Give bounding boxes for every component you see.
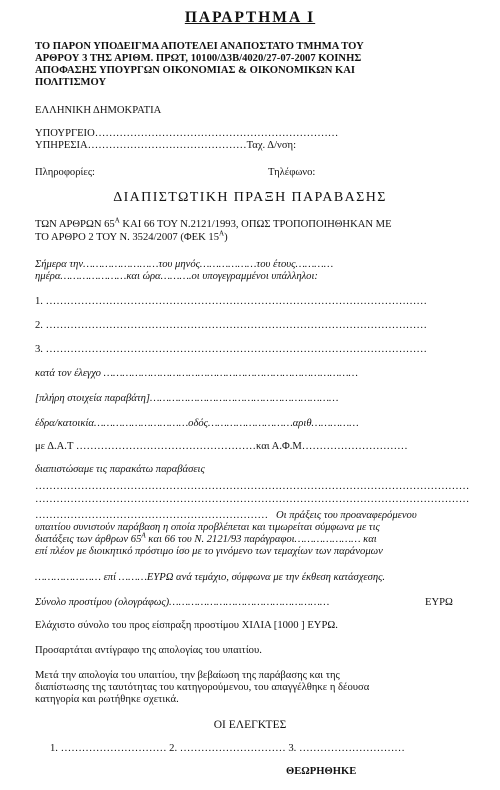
- intro-line-2: ΑΡΘΡΟΥ 3 ΤΗΣ ΑΡΙΘΜ. ΠΡΩΤ, 10100/Δ3Β/4020/27-07-2007 ΚΟΙΝΗΣ: [35, 53, 362, 64]
- official-line-1: 1. ………………………………………………………………………………………………: [35, 296, 427, 307]
- dotted-line-2: ……………………………………………………………………………………………………………: [35, 494, 470, 505]
- paragraph-line-2: υπαιτίου συνιστούν παράβαση η οποία προβλέπεται και τιμωρείται σύμφωνα με τις: [35, 522, 380, 533]
- address-line: έδρα/κατοικία…………………………οδός………………………αριθ……………: [35, 418, 359, 429]
- after-line-3: κατηγορία και ρωτήθηκε σχετικά.: [35, 694, 179, 705]
- annex-title: ΠΑΡΑΡΤΗΜΑ Ι: [184, 9, 316, 26]
- signature-lines: 1. ………………………… 2. ………………………… 3. …………………………: [50, 743, 405, 754]
- minimum-fine-line: Ελάχιστο σύνολο του προς είσπραξη προστίμου ΧΙΛΙΑ [1000 ] ΕΥΡΩ.: [35, 620, 338, 631]
- id-tax-line: με Δ.Α.Τ ……………………………………………και Α.Φ.Μ…………………………: [35, 441, 408, 452]
- total-fine-currency: ΕΥΡΩ: [425, 597, 453, 608]
- official-line-2: 2. ………………………………………………………………………………………………: [35, 320, 427, 331]
- date-line-2: ημέρα…………………και ώρα……….οι υπογεγραμμένοι υπάλληλοι:: [35, 271, 318, 282]
- document-heading: ΔΙΑΠΙΣΤΩΤΙΚΗ ΠΡΑΞΗ ΠΑΡΑΒΑΣΗΣ: [113, 190, 387, 205]
- total-fine-line: Σύνολο προστίμου (ολογράφως)……………………………………………: [35, 597, 330, 608]
- date-line-1: Σήμερα την……………………του μηνός………………του έτους…………: [35, 259, 334, 270]
- info-label: Πληροφορίες:: [35, 167, 95, 178]
- paragraph-line-4: επί πλέον με διοικητικό πρόστιμο ίσο με το γινόμενο των τεμαχίων των παράνομων: [35, 546, 383, 557]
- articles-line-1: ΤΩΝ ΑΡΘΡΩΝ $65^A$ ΚΑΙ 66 ΤΟΥ Ν.2121/1993, ΟΠΩΣ ΤΡΟΠΟΠΟΙΗΘΗΚΑΝ ΜΕ: [35, 216, 392, 230]
- approved-label: ΘΕΩΡΗΘΗΚΕ: [286, 766, 357, 777]
- official-line-3: 3. ………………………………………………………………………………………………: [35, 344, 427, 355]
- intro-line-3: ΑΠΟΦΑΣΗΣ ΥΠΟΥΡΓΩΝ ΟΙΚΟΝΟΜΙΑΣ & ΟΙΚΟΝΟΜΙΚΩΝ ΚΑΙ: [35, 65, 356, 76]
- republic-label: ΕΛΛΗΝΙΚΗ ΔΗΜΟΚΡΑΤΙΑ: [35, 105, 162, 116]
- after-line-1: Μετά την απολογία του υπαιτίου, την βεβαίωση της παράβασης και της: [35, 670, 340, 681]
- after-line-2: διαπίστωσης της ταυτότητας του κατηγορούμενου, του απαγγέλθηκε η δέουσα: [35, 682, 370, 693]
- intro-line-4: ΠΟΛΙΤΙΣΜΟΥ: [35, 77, 107, 88]
- paragraph-line-3: διατάξεις των άρθρων $65^A$ και 66 του Ν. 2121/93 παράγραφοι………………… και: [35, 531, 377, 545]
- inspectors-heading: ΟΙ ΕΛΕΓΚΤΕΣ: [213, 719, 287, 731]
- control-line: κατά τον έλεγχο ………………………………………………………………………: [35, 368, 358, 379]
- per-item-line: ………………… επί ………ΕΥΡΩ ανά τεμάχιο, σύμφωνα με την έκθεση κατάσχεσης.: [35, 572, 386, 583]
- offender-details-line: [πλήρη στοιχεία παραβάτη]……………………………………………………: [35, 393, 339, 404]
- violations-label: διαπιστώσαμε τις παρακάτω παραβάσεις: [35, 464, 205, 475]
- attachment-line: Προσαρτάται αντίγραφο της απολογίας του υπαιτίου.: [35, 645, 262, 656]
- articles-line-2: ΤΟ ΑΡΘΡΟ 2 ΤΟΥ Ν. 3524/2007 (ΦΕΚ $15^A$): [35, 229, 228, 243]
- service-line: ΥΠΗΡΕΣΙΑ………………………………………Ταχ. Δ/νση:: [35, 140, 297, 151]
- phone-label: Τηλέφωνο:: [268, 167, 316, 178]
- intro-line-1: ΤΟ ΠΑΡΟΝ ΥΠΟΔΕΙΓΜΑ ΑΠΟΤΕΛΕΙ ΑΝΑΠΟΣΤΑΤΟ ΤΜΗΜΑ ΤΟΥ: [35, 41, 364, 52]
- ministry-line: ΥΠΟΥΡΓΕΙΟ……………………………………………………………: [35, 128, 339, 139]
- paragraph-line-1: ………………………………………………………… Οι πράξεις του προαναφερόμενου: [35, 510, 417, 521]
- dotted-line-1: ……………………………………………………………………………………………………………: [35, 481, 470, 492]
